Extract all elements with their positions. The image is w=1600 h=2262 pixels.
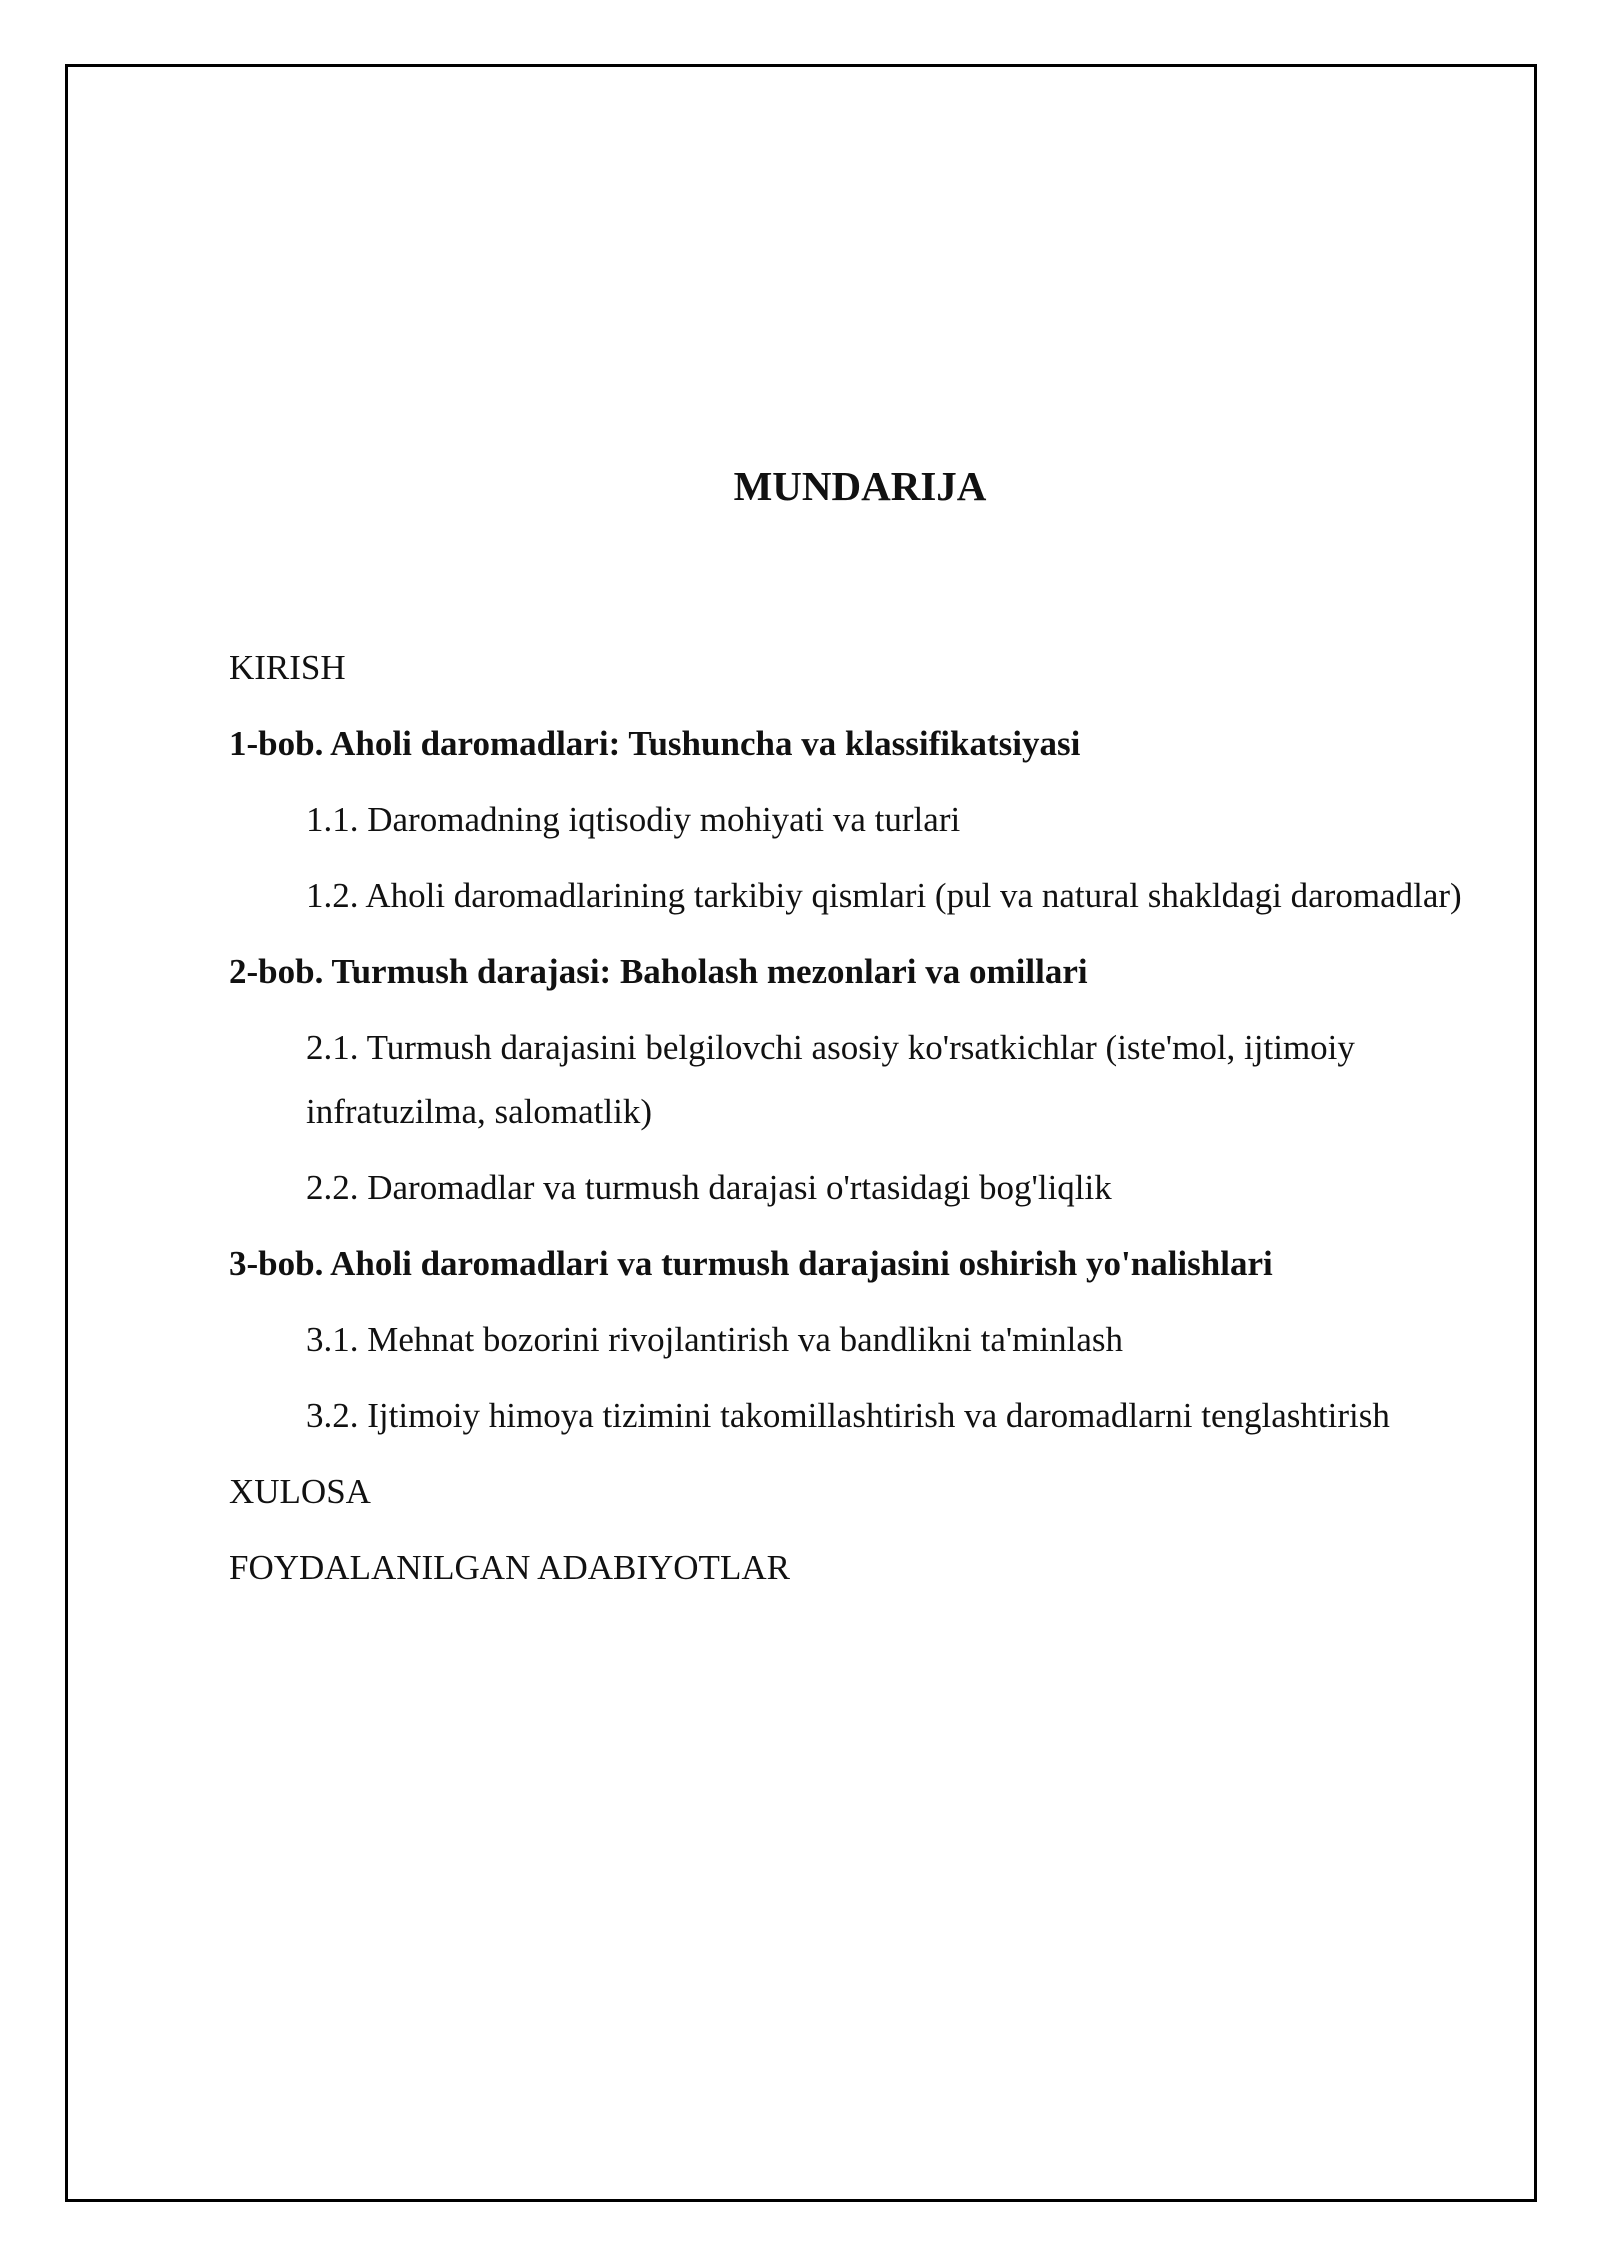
- toc-chapter-1: 1-bob. Aholi daromadlari: Tushuncha va klassifikatsiyasi: [229, 724, 1081, 763]
- table-of-contents: [229, 636, 1529, 1612]
- toc-section-3-2: 3.2. Ijtimoiy himoya tizimini takomillashtirish va daromadlarni tenglashtirish: [306, 1396, 1390, 1435]
- toc-chapter-2: 2-bob. Turmush darajasi: Baholash mezonlari va omillari: [229, 952, 1088, 991]
- toc-item-references: FOYDALANILGAN ADABIYOTLAR: [229, 1548, 790, 1587]
- toc-item-conclusion: XULOSA: [229, 1472, 371, 1511]
- toc-item-introduction: KIRISH: [229, 648, 346, 687]
- toc-section-3-1: 3.1. Mehnat bozorini rivojlantirish va bandlikni ta'minlash: [306, 1320, 1123, 1359]
- toc-section-1-2: 1.2. Aholi daromadlarining tarkibiy qismlari (pul va natural shakldagi daromadlar): [306, 876, 1462, 915]
- page-title: MUNDARIJA: [733, 463, 987, 509]
- toc-section-2-2: 2.2. Daromadlar va turmush darajasi o'rtasidagi bog'liqlik: [306, 1168, 1112, 1207]
- toc-chapter-3: 3-bob. Aholi daromadlari va turmush darajasini oshirish yo'nalishlari: [229, 1244, 1273, 1283]
- toc-section-2-1: 2.1. Turmush darajasini belgilovchi asosiy ko'rsatkichlar (iste'mol, ijtimoiy infratuzilma, salomatlik): [306, 1028, 1355, 1131]
- toc-section-1-1: 1.1. Daromadning iqtisodiy mohiyati va turlari: [306, 800, 961, 839]
